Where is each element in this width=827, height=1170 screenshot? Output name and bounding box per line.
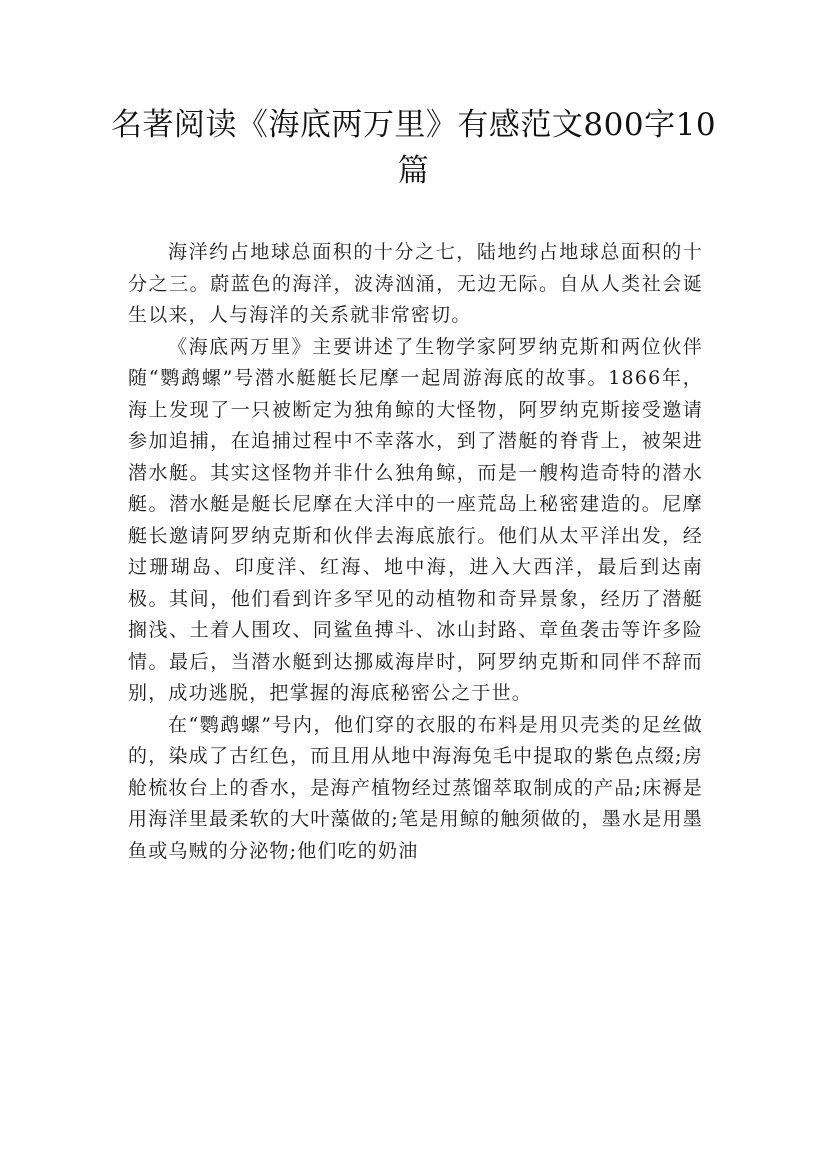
paragraph-3: 在“鹦鹉螺”号内，他们穿的衣服的布料是用贝壳类的足丝做的，染成了古红色，而且用从地中海海兔毛中提取的紫色点缀;房舱梳妆台上的香水，是海产植物经过蒸馏萃取制成的产品;床褥是用海洋里最柔软的大叶藻做的;笔是用鲸的触须做的，墨水是用墨鱼或乌贼的分泌物;他们吃的奶油	[128, 713, 703, 862]
paragraph-1: 海洋约占地球总面积的十分之七，陆地约占地球总面积的十分之三。蔚蓝色的海洋，波涛汹涌，无边无际。自从人类社会诞生以来，人与海洋的关系就非常密切。	[128, 241, 703, 326]
document-title: 名著阅读《海底两万里》有感范文800字10篇	[110, 107, 717, 189]
paragraph-2: 《海底两万里》主要讲述了生物学家阿罗纳克斯和两位伙伴随“鹦鹉螺”号潜水艇艇长尼摩一起周游海底的故事。1866年，海上发现了一只被断定为独角鲸的大怪物，阿罗纳克斯接受邀请参加追捕，在追捕过程中不幸落水，到了潜艇的脊背上，被架进潜水艇。其实这怪物并非什么独角鲸，而是一艘构造奇特的潜水艇。潜水艇是艇长尼摩在大洋中的一座荒岛上秘密建造的。尼摩艇长邀请阿罗纳克斯和伙伴去海底旅行。他们从太平洋出发，经过珊瑚岛、印度洋、红海、地中海，进入大西洋，最后到达南极。其间，他们看到许多罕见的动植物和奇异景象，经历了潜艇搁浅、土着人围攻、同鲨鱼搏斗、冰山封路、章鱼袭击等许多险情。最后，当潜水艇到达挪威海岸时，阿罗纳克斯和同伴不辞而别，成功逃脱，把掌握的海底秘密公之于世。	[128, 335, 703, 704]
document-body	[128, 237, 703, 867]
